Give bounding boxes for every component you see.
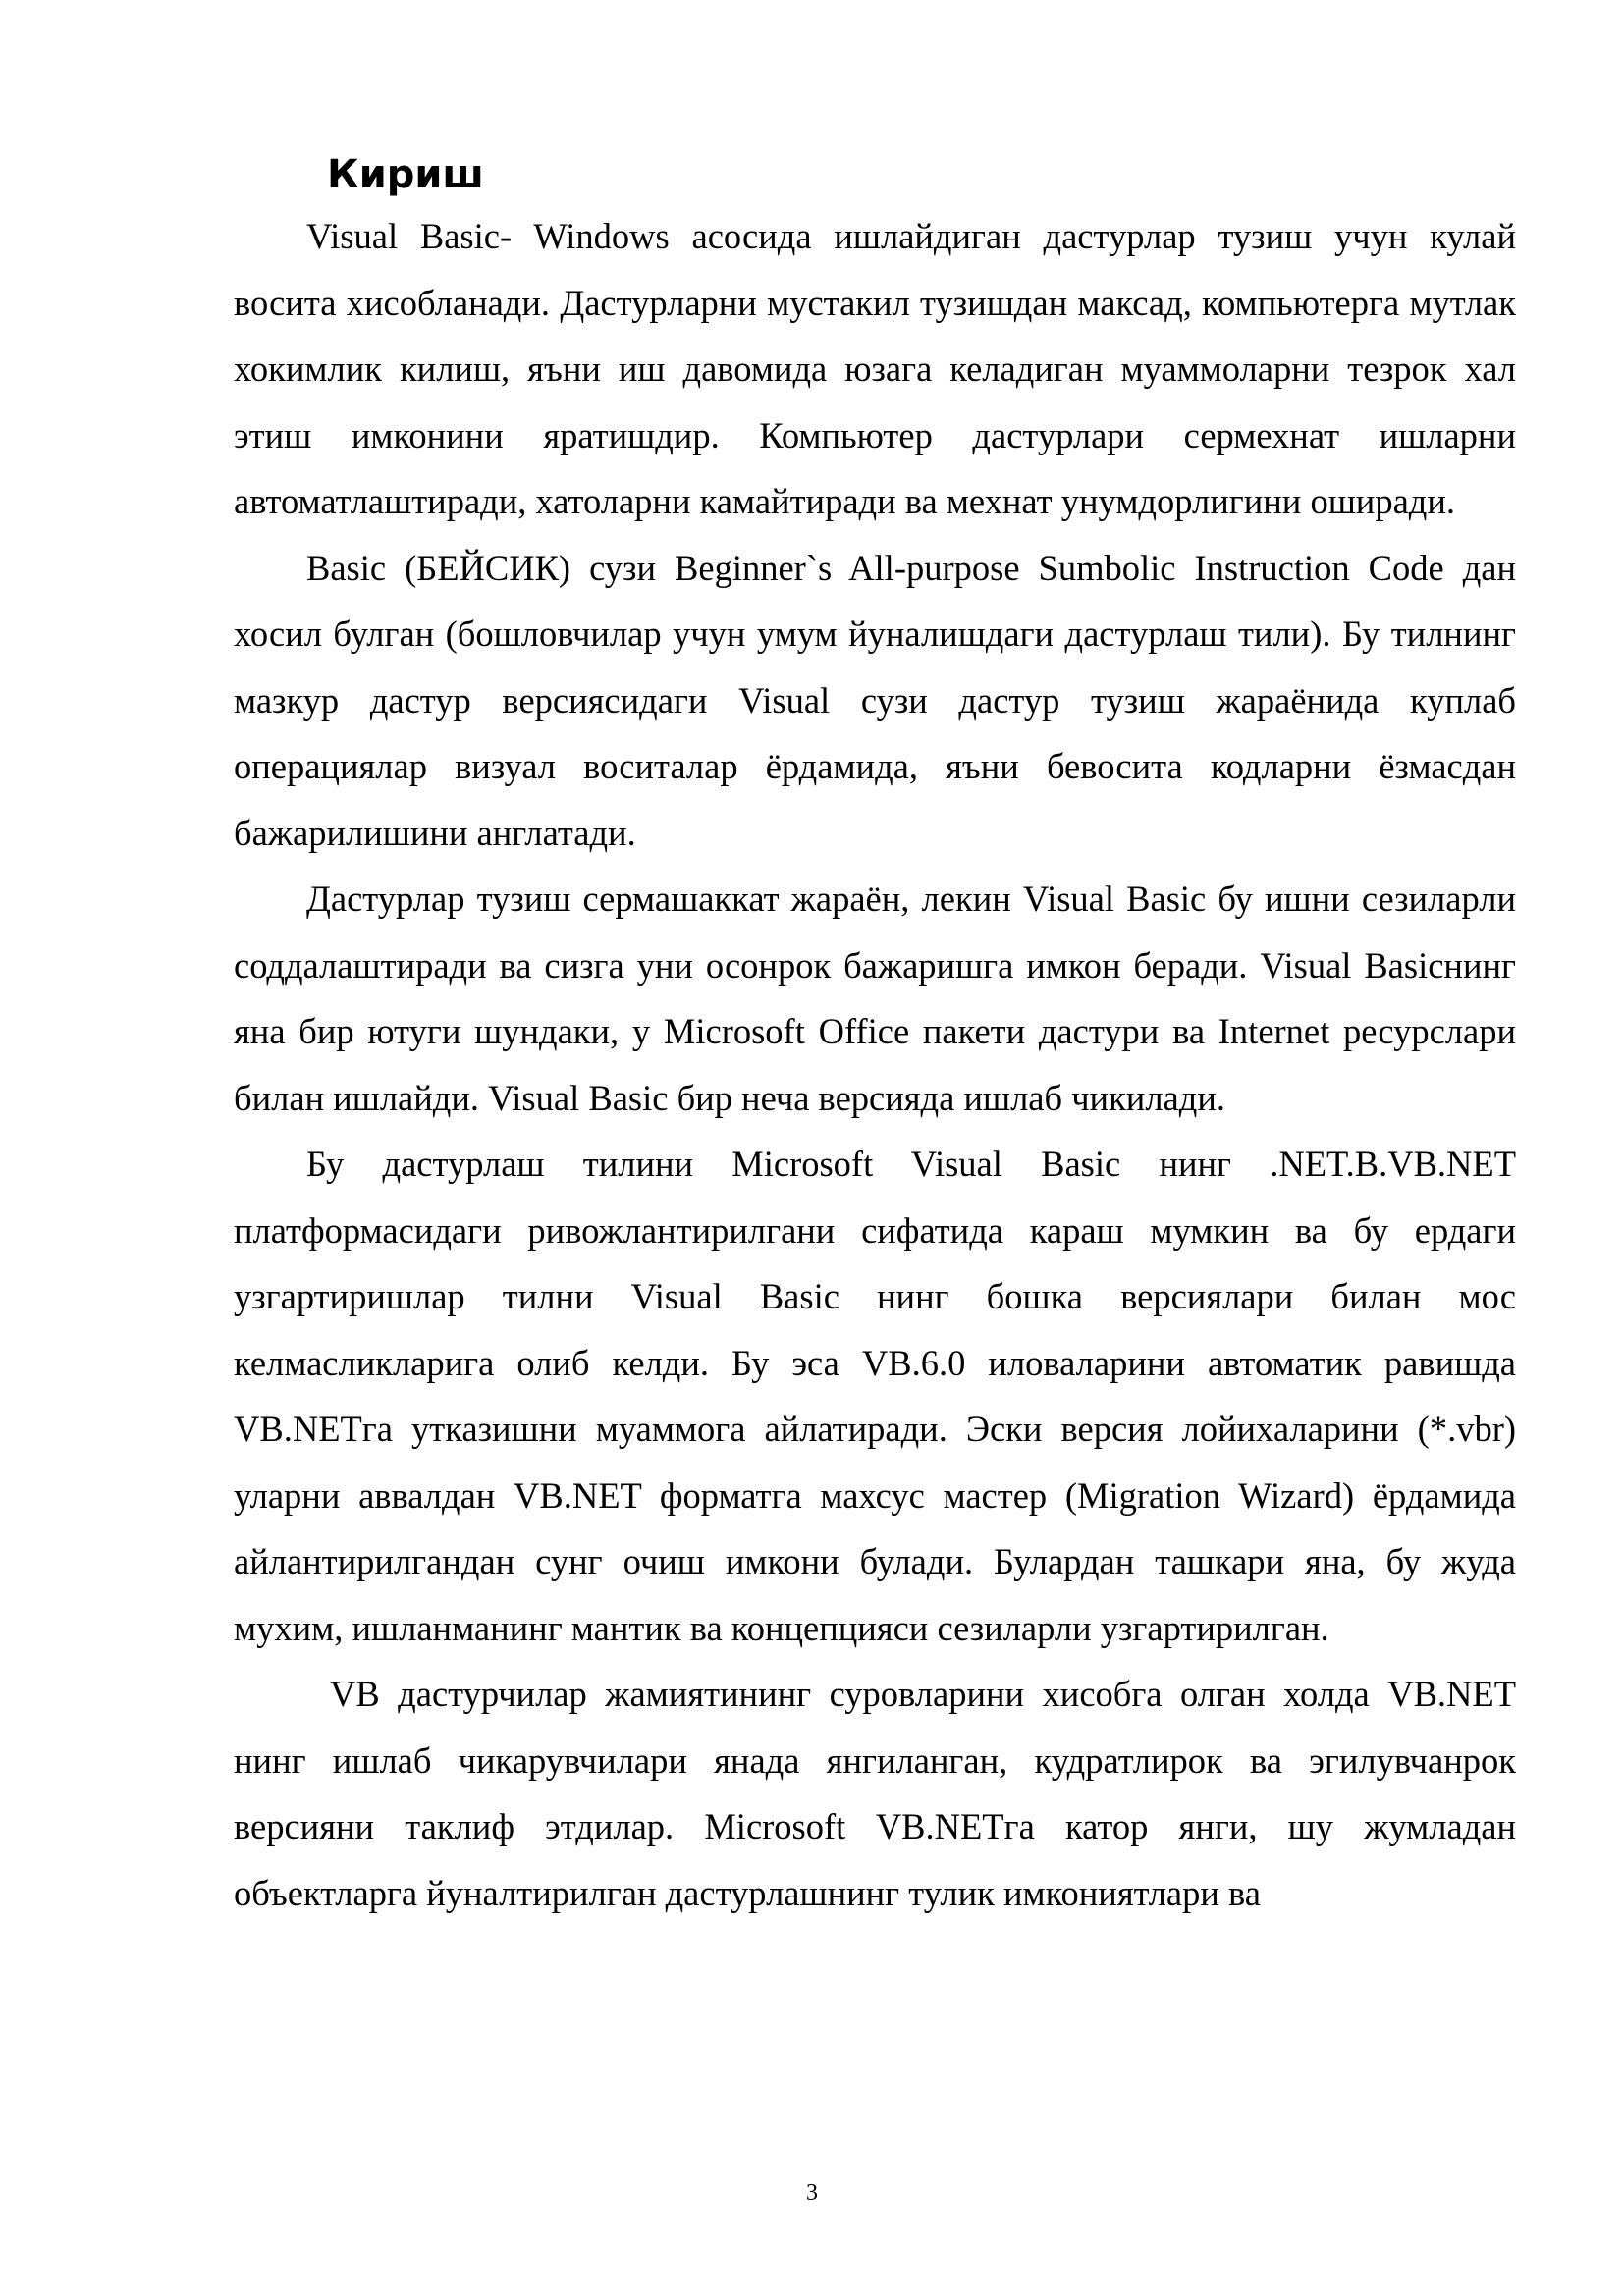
section-heading: Кириш (327, 152, 484, 197)
paragraph: Visual Basic- Windows асосида ишлайдиган дастурлар тузиш учун кулай восита хисобланади. Дастурларни мустакил тузишдан максад, компьютерга мутлак хокимлик килиш, яъни иш давомида юзага келадиган муаммоларни тезрок хал этиш имконини яратишдир. Компьютер дастурлари сермехнат ишларни автоматлаштиради, хатоларни камайтиради ва мехнат унумдорлигини оширади. (234, 216, 1516, 521)
body-text (234, 203, 1516, 1926)
paragraph: VB дастурчилар жамиятининг суровларини хисобга олган холда VB.NET нинг ишлаб чикарувчилари янада янгиланган, кудратлирок ва эгилувчанрок версияни таклиф этдилар. Microsoft VB.NETга катор янги, шу жумладан объектларга йуналтирилган дастурлашнинг тулик имкониятлари ва (234, 1674, 1516, 1913)
page-number: 3 (806, 2180, 818, 2206)
paragraph: Basic (БЕЙСИК) сузи Beginner`s All-purpose Sumbolic Instruction Code дан хосил булган (бошловчилар учун умум йуналишдаги дастурлаш тили). Бу тилнинг мазкур дастур версиясидаги Visual сузи дастур тузиш жараёнида куплаб операциялар визуал воситалар ёрдамида, яъни бевосита кодларни ёзмасдан бажарилишини англатади. (234, 547, 1516, 853)
paragraph: Дастурлар тузиш сермашаккат жараён, лекин Visual Basic бу ишни сезиларли соддалаштиради ва сизга уни осонрок бажаришга имкон беради. Visual Basicнинг яна бир ютуги шундаки, у Microsoft Office пакети дастури ва Internet ресурслари билан ишлайди. Visual Basic бир неча версияда ишлаб чикилади. (234, 879, 1516, 1118)
paragraph: Бу дастурлаш тилини Microsoft Visual Basic нинг .NET.B.VB.NET платформасидаги ривожлантирилгани сифатида караш мумкин ва бу ердаги узгартиришлар тилни Visual Basic нинг бошка версиялари билан мос келмасликларига олиб келди. Бу эса VB.6.0 иловаларини автоматик равишда VB.NETга утказишни муаммога айлатиради. Эски версия лойихаларини (*.vbr) уларни аввалдан VB.NET форматга махсус мастер (Migration Wizard) ёрдамида айлантирилгандан сунг очиш имкони булади. Булардан ташкари яна, бу жуда мухим, ишланманинг мантик ва концепцияси сезиларли узгартирилган. (234, 1144, 1516, 1648)
